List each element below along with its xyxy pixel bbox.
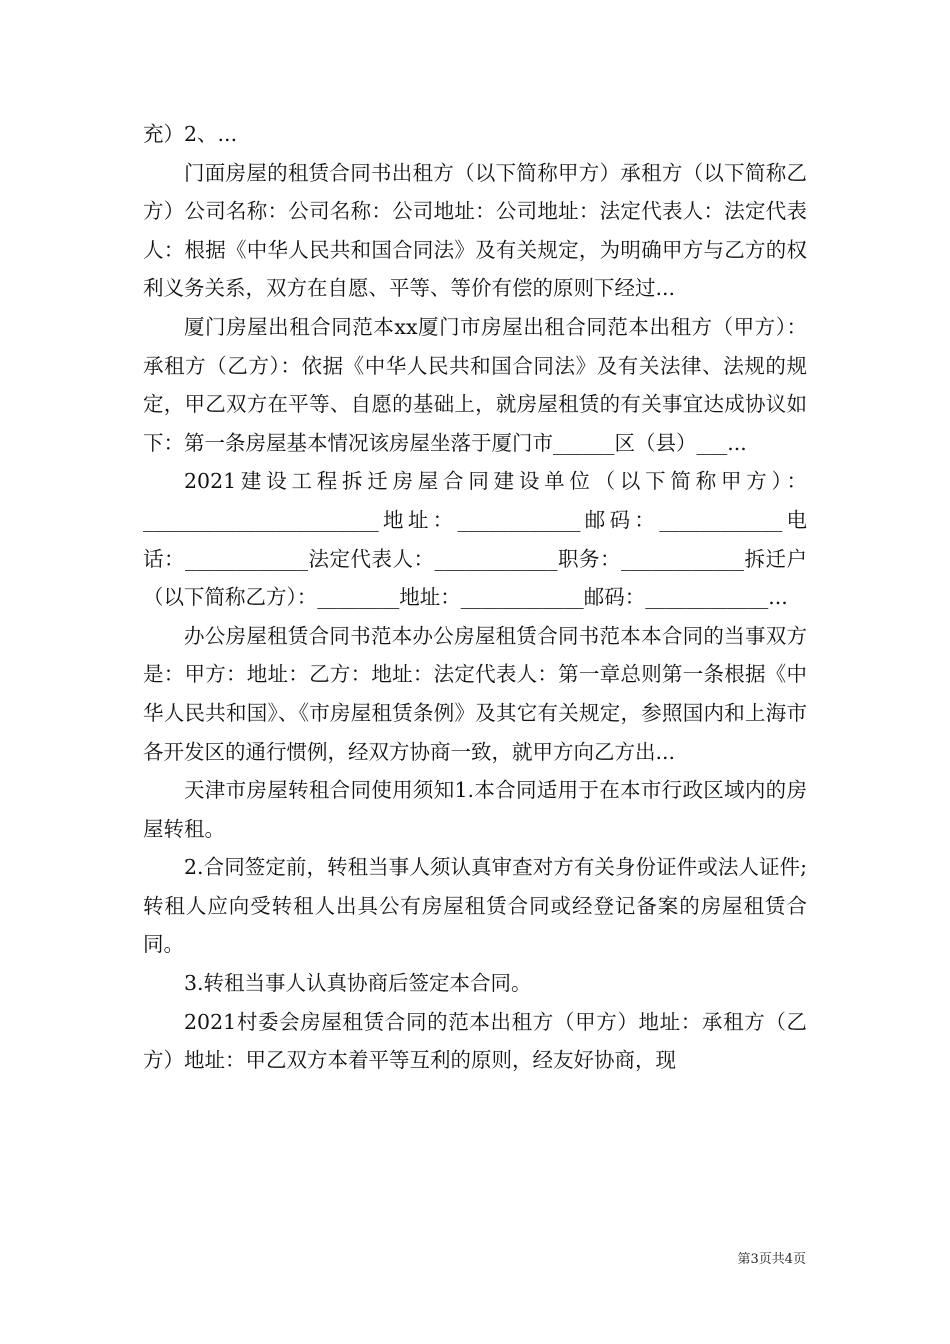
paragraph-sublease-item-2: 2.合同签定前，转租当事人须认真审查对方有关身份证件或法人证件;转租人应向受转租人出具公有房屋租赁合同或经登记备案的房屋租赁合同。	[143, 855, 807, 957]
paragraph-tianjin-sublease: 天津市房屋转租合同使用须知1.本合同适用于在本市行政区域内的房屋转租。	[143, 778, 807, 841]
paragraph-sublease-item-3: 3.转租当事人认真协商后签定本合同。	[184, 971, 532, 996]
paragraph-office-lease: 办公房屋租赁合同书范本办公房屋租赁合同书范本本合同的当事双方是：甲方：地址：乙方：地址：法定代表人：第一章总则第一条根据《中华人民共和国》、《市房屋租赁条例》及其它有关规定，参照国内和上海市各开发区的通行惯例，经双方协商一致，就甲方向乙方出...	[143, 623, 807, 764]
paragraph-storefront-lease: 门面房屋的租赁合同书出租方（以下简称甲方）承租方（以下简称乙方）公司名称：公司名称：公司地址：公司地址：法定代表人：法定代表人：根据《中华人民共和国合同法》及有关规定，为明确甲方与乙方的权利义务关系，双方在自愿、平等、等价有偿的原则下经过...	[143, 160, 807, 301]
paragraph-demolition-contract: 2021建设工程拆迁房屋合同建设单位（以下简称甲方）：_______________________地址：____________邮码：____________电话：____________法定代表人：____________职务：____________拆迁户（以下简称乙方）：________地址：____________邮码：____________...	[143, 469, 807, 610]
paragraph-xiamen-rental: 厦门房屋出租合同范本xx厦门市房屋出租合同范本出租方（甲方）：承租方（乙方）：依据《中华人民共和国合同法》及有关法律、法规的规定，甲乙双方在平等、自愿的基础上，就房屋租赁的有关事宜达成协议如下：第一条房屋基本情况该房屋坐落于厦门市______区（县）___...	[143, 314, 807, 455]
document-body	[143, 115, 807, 1080]
paragraph-village-lease: 2021村委会房屋租赁合同的范本出租方（甲方）地址：承租方（乙方）地址：甲乙双方本着平等互利的原则，经友好协商，现	[143, 1009, 807, 1073]
paragraph-continuation: 充）2、...	[143, 122, 238, 146]
page-number: 第3页共4页	[737, 1252, 806, 1267]
